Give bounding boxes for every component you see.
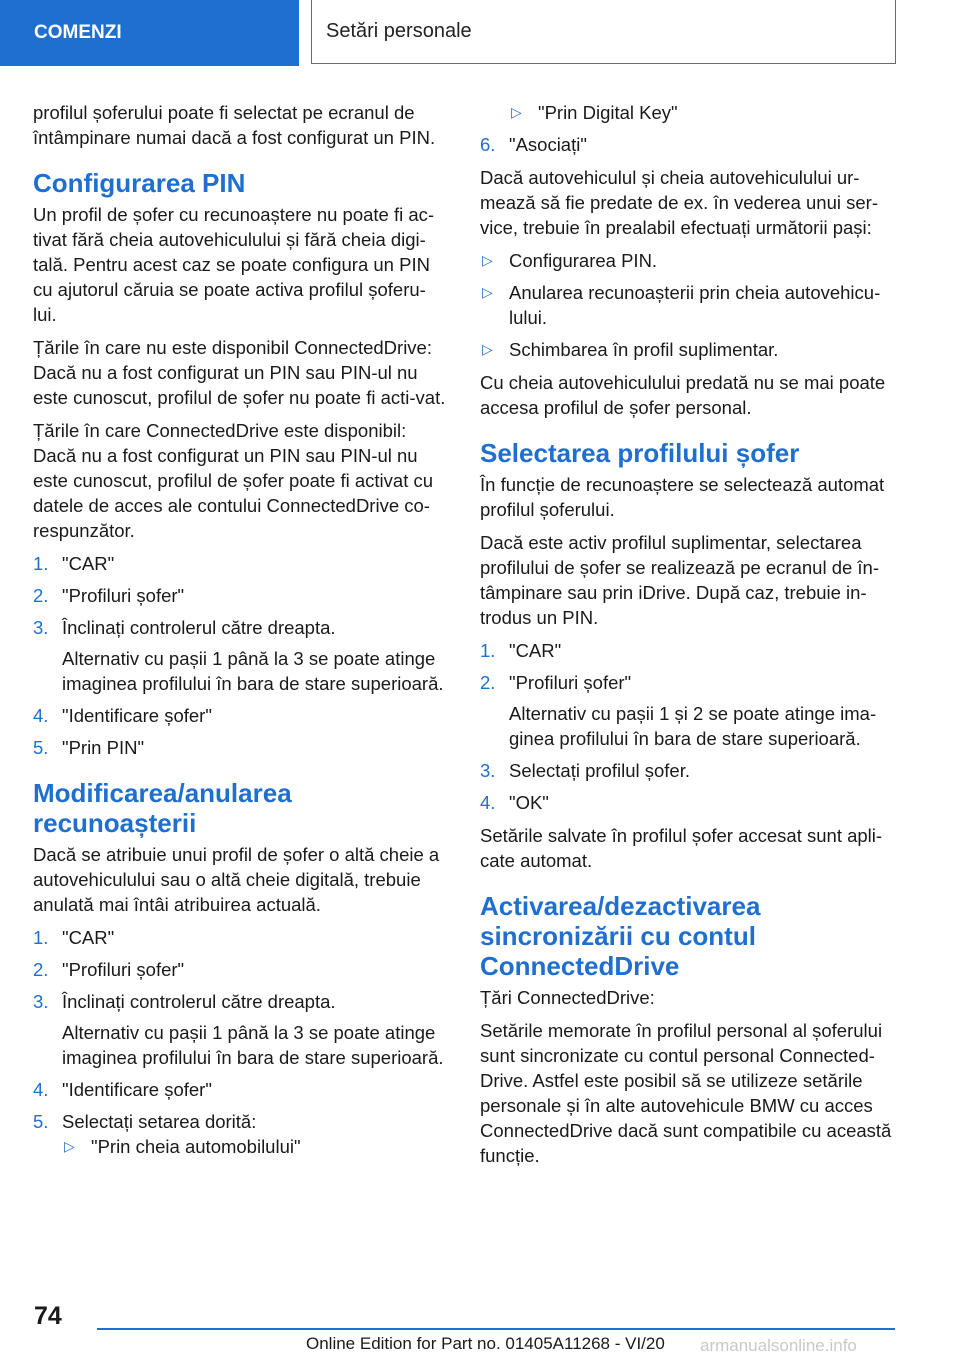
list-item: [480, 248, 896, 273]
step-text: "Profiluri șofer": [62, 959, 185, 980]
list-item: [33, 1109, 448, 1159]
step-text: Înclinați controlerul către dreapta.: [62, 617, 336, 638]
list-item: [33, 925, 448, 950]
list-item: [480, 337, 896, 362]
list-item: [33, 583, 448, 608]
page-number: 74: [34, 1302, 62, 1330]
list-item: [33, 703, 448, 728]
select-steps-list: [480, 638, 896, 815]
heading-modify-recognition: Modificarea/anularea recunoașterii: [33, 778, 292, 838]
select-paragraph-2: Dacă este activ profilul suplimentar, selectarea profilului de șofer se realizează pe ecranul de în-tâmpinare sau prin iDrive. După caz, trebuie in-trodus un PIN.: [480, 532, 880, 628]
step-number: 2.: [33, 585, 49, 606]
step-text: Selectați profilul șofer.: [509, 760, 690, 781]
sub-option-text: "Prin cheia automobilului": [91, 1136, 301, 1157]
triangle-bullet-icon: ▷: [482, 341, 493, 357]
step-text: Înclinați controlerul către dreapta.: [62, 991, 336, 1012]
modify-paragraph: Dacă se atribuie unui profil de șofer o altă cheie a autovehiculului sau o altă cheie digitală, trebuie anulată mai întâi atribuirea actuală.: [33, 844, 440, 915]
step-number: 2.: [33, 959, 49, 980]
watermark: armanualsonline.info: [700, 1336, 857, 1355]
select-paragraph-1: În funcție de recunoaștere se selectează automat profilul șoferului.: [480, 474, 885, 520]
list-item: [62, 1134, 448, 1159]
section-tab: [0, 0, 299, 66]
chapter-title-box: [311, 0, 896, 64]
handover-bullets: [480, 248, 896, 362]
pin-paragraph-3: Țările în care ConnectedDrive este disponibil: Dacă nu a fost configurat un PIN sau PIN-ul nu este cunoscut, profilul de șofer poate fi activat cu datele de acces ale contului ConnectedDrive co-respunzător.: [33, 420, 434, 541]
select-paragraph-3: Setările salvate în profilul șofer accesat sunt apli-cate automat.: [480, 825, 883, 871]
step-note: Alternativ cu pașii 1 până la 3 se poate atinge imaginea profilului în bara de stare superioară.: [62, 1022, 444, 1068]
sub-option-text: "Prin Digital Key": [538, 102, 678, 123]
continued-sub-options: [480, 100, 896, 125]
step-text: "Profiluri șofer": [62, 585, 185, 606]
bullet-text: Schimbarea în profil suplimentar.: [509, 339, 779, 360]
step-number: 1.: [480, 640, 496, 661]
pin-paragraph-2: Țările în care nu este disponibil ConnectedDrive: Dacă nu a fost configurat un PIN sau PIN-ul nu este cunoscut, profilul de șofer nu poate fi acti-vat.: [33, 337, 446, 408]
pin-paragraph-1: Un profil de șofer cu recunoaștere nu poate fi ac-tivat fără cheia autovehiculului și fără cheia digi-tală. Pentru acest caz se poate configura un PIN cu ajutorul căruia se poate activa profilul șoferu-lui.: [33, 204, 435, 325]
list-item: [33, 615, 448, 696]
step-text: "Profiluri șofer": [509, 672, 632, 693]
step-number: 3.: [33, 991, 49, 1012]
step-number: 3.: [480, 760, 496, 781]
step-text: "Asociați": [509, 134, 587, 155]
triangle-bullet-icon: ▷: [482, 252, 493, 268]
list-item: [33, 551, 448, 576]
step-number: 3.: [33, 617, 49, 638]
list-item: [33, 1077, 448, 1102]
list-item: [33, 735, 448, 760]
sub-options-list: [62, 1134, 448, 1159]
intro-paragraph: profilul șoferului poate fi selectat pe ecranul de întâmpinare numai dacă a fost configurat un PIN.: [33, 102, 436, 148]
step-text: "Prin PIN": [62, 737, 145, 758]
list-item: [480, 670, 896, 751]
step-number: 4.: [480, 792, 496, 813]
sync-paragraph-2: Setările memorate în profilul personal al șoferului sunt sincronizate cu contul personal Connected-Drive. Astfel este posibil să se utilizeze setările personale și în alte autovehicule BMW cu acces ConnectedDrive dacă sunt compatibile cu această funcție.: [480, 1020, 892, 1166]
edition-text: Online Edition for Part no. 01405A11268 - VI/20: [306, 1334, 665, 1353]
handover-note: Cu cheia autovehiculului predată nu se mai poate accesa profilul de șofer personal.: [480, 372, 886, 418]
list-item: [480, 790, 896, 815]
step-note: Alternativ cu pașii 1 până la 3 se poate atinge imaginea profilului în bara de stare superioară.: [62, 648, 444, 694]
step-number: 5.: [33, 1111, 49, 1132]
list-item: [480, 132, 896, 157]
right-column: [480, 100, 896, 1176]
sync-paragraph-1: Țări ConnectedDrive:: [480, 987, 655, 1008]
list-item: [33, 989, 448, 1070]
triangle-bullet-icon: ▷: [482, 284, 493, 300]
footer-rule: [97, 1328, 895, 1330]
modify-steps-list: [33, 925, 448, 1159]
step-number: 1.: [33, 927, 49, 948]
step-text: "Identificare șofer": [62, 705, 212, 726]
list-item: [480, 100, 896, 125]
step-text: "CAR": [62, 927, 115, 948]
step-number: 1.: [33, 553, 49, 574]
list-item: [480, 280, 896, 330]
step-text: Selectați setarea dorită:: [62, 1111, 257, 1132]
heading-pin-setup: Configurarea PIN: [33, 168, 246, 198]
step-text: "OK": [509, 792, 549, 813]
heading-select-profile: Selectarea profilului șofer: [480, 438, 800, 468]
step-note: Alternativ cu pașii 1 și 2 se poate atinge ima-ginea profilului în bara de stare superioară.: [509, 703, 877, 749]
step-number: 5.: [33, 737, 49, 758]
continued-steps-list: [480, 132, 896, 157]
step-number: 2.: [480, 672, 496, 693]
step-number: 4.: [33, 1079, 49, 1100]
step-number: 6.: [480, 134, 496, 155]
bullet-text: Anularea recunoașterii prin cheia autovehicu-lului.: [509, 282, 881, 328]
bullet-text: Configurarea PIN.: [509, 250, 658, 271]
chapter-title: Setări personale: [326, 20, 472, 42]
left-column: [33, 100, 448, 1167]
step-text: "CAR": [509, 640, 562, 661]
handover-paragraph: Dacă autovehiculul și cheia autovehiculului ur-mează să fie predate de ex. în vederea unui ser-vice, trebuie în prealabil efectuați următorii pași:: [480, 167, 878, 238]
section-label: COMENZI: [34, 22, 122, 43]
triangle-bullet-icon: ▷: [511, 104, 522, 120]
list-item: [33, 957, 448, 982]
list-item: [480, 638, 896, 663]
step-text: "CAR": [62, 553, 115, 574]
heading-sync-connecteddrive: Activarea/dezactivarea sincronizării cu contul ConnectedDrive: [480, 891, 761, 981]
step-text: "Identificare șofer": [62, 1079, 212, 1100]
step-number: 4.: [33, 705, 49, 726]
pin-steps-list: [33, 551, 448, 760]
triangle-bullet-icon: ▷: [64, 1138, 75, 1154]
list-item: [480, 758, 896, 783]
